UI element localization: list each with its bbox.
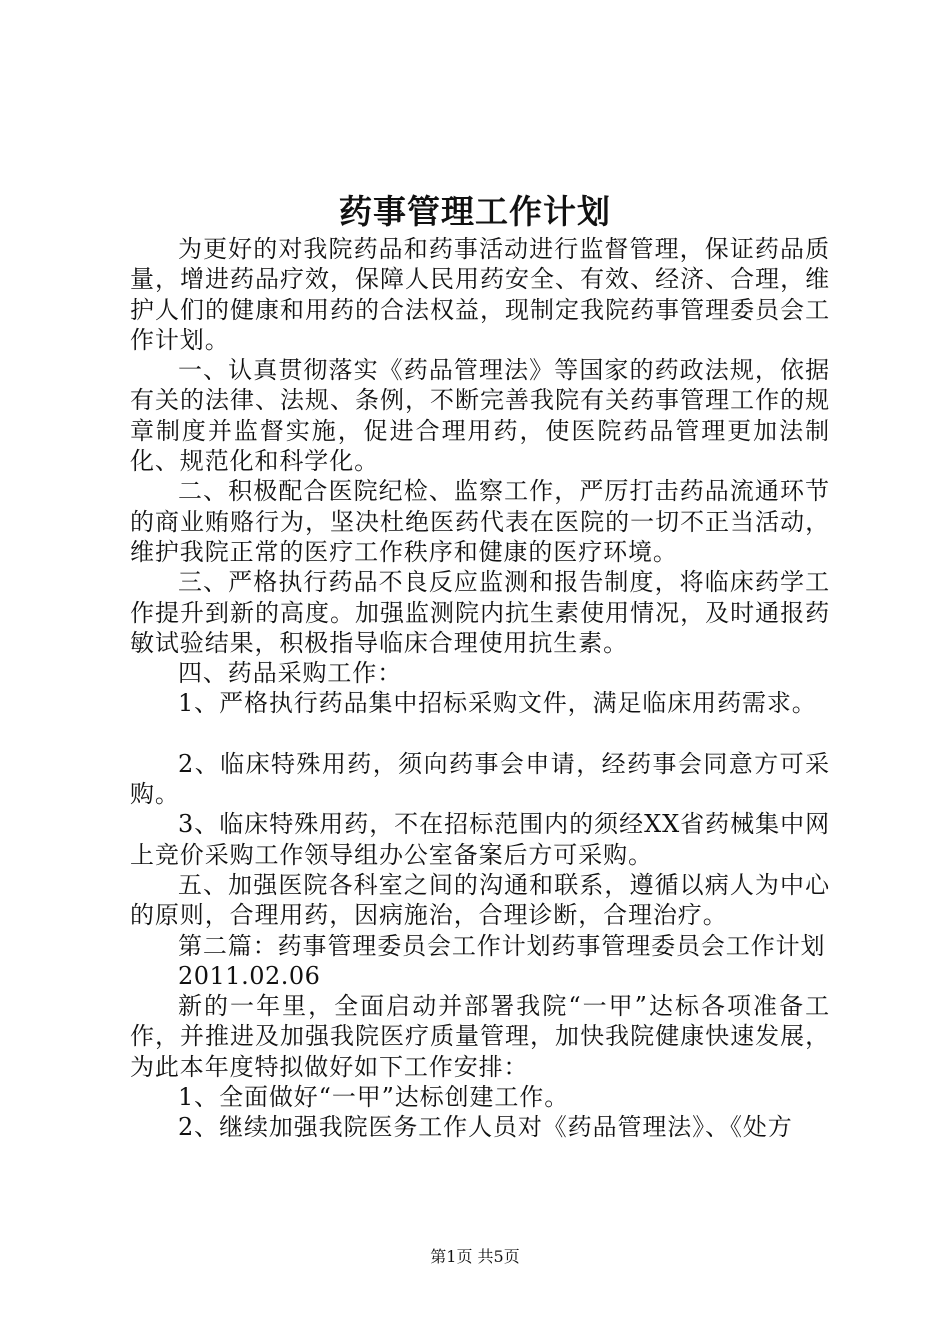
- paragraph-plan-2: 2、继续加强我院医务工作人员对《药品管理法》、《处方: [178, 1113, 793, 1142]
- paragraph-new-year: 新的一年里，全面启动并部署我院“一甲”达标各项准备工作，并推进及加强我院医疗质量管理，加快我院健康快速发展，为此本年度特拟做好如下工作安排：: [130, 992, 830, 1081]
- paragraph-intro: 为更好的对我院药品和药事活动进行监督管理，保证药品质量，增进药品疗效，保障人民用药安全、有效、经济、合理，维护人们的健康和用药的合法权益，现制定我院药事管理委员会工作计划。: [130, 235, 830, 354]
- paragraph-item-4: 四、药品采购工作：: [178, 659, 403, 688]
- paragraph-date: 2011.02.06: [178, 961, 321, 990]
- paragraph-item-5: 五、加强医院各科室之间的沟通和联系，遵循以病人为中心的原则，合理用药，因病施治，合理诊断，合理治疗。: [130, 870, 830, 930]
- paragraph-item-1: 一、认真贯彻落实《药品管理法》等国家的药政法规，依据有关的法律、法规、条例，不断完善我院有关药事管理工作的规章制度并监督实施，促进合理用药，使医院药品管理更加法制化、规范化和科学化。: [130, 356, 830, 476]
- document-body: [130, 234, 830, 1143]
- paragraph-sub-3: 3、临床特殊用药，不在招标范围内的须经XX省药械集中网上竞价采购工作领导组办公室备案后方可采购。: [130, 810, 830, 869]
- paragraph-sub-1: 1、严格执行药品集中招标采购文件，满足临床用药需求。: [178, 689, 817, 718]
- document-title: 药事管理工作计划: [339, 192, 611, 231]
- paragraph-second-article-heading: 第二篇：药事管理委员会工作计划药事管理委员会工作计划: [178, 931, 826, 960]
- paragraph-item-2: 二、积极配合医院纪检、监察工作，严厉打击药品流通环节的商业贿赂行为，坚决杜绝医药代表在医院的一切不正当活动，维护我院正常的医疗工作秩序和健康的医疗环境。: [130, 477, 830, 566]
- page-number-footer: 第1页 共5页: [430, 1247, 520, 1266]
- paragraph-item-3: 三、严格执行药品不良反应监测和报告制度，将临床药学工作提升到新的高度。加强监测院内抗生素使用情况，及时通报药敏试验结果，积极指导临床合理使用抗生素。: [130, 568, 830, 657]
- paragraph-sub-2: 2、临床特殊用药，须向药事会申请，经药事会同意方可采购。: [130, 749, 830, 809]
- paragraph-plan-1: 1、全面做好“一甲”达标创建工作。: [178, 1083, 570, 1112]
